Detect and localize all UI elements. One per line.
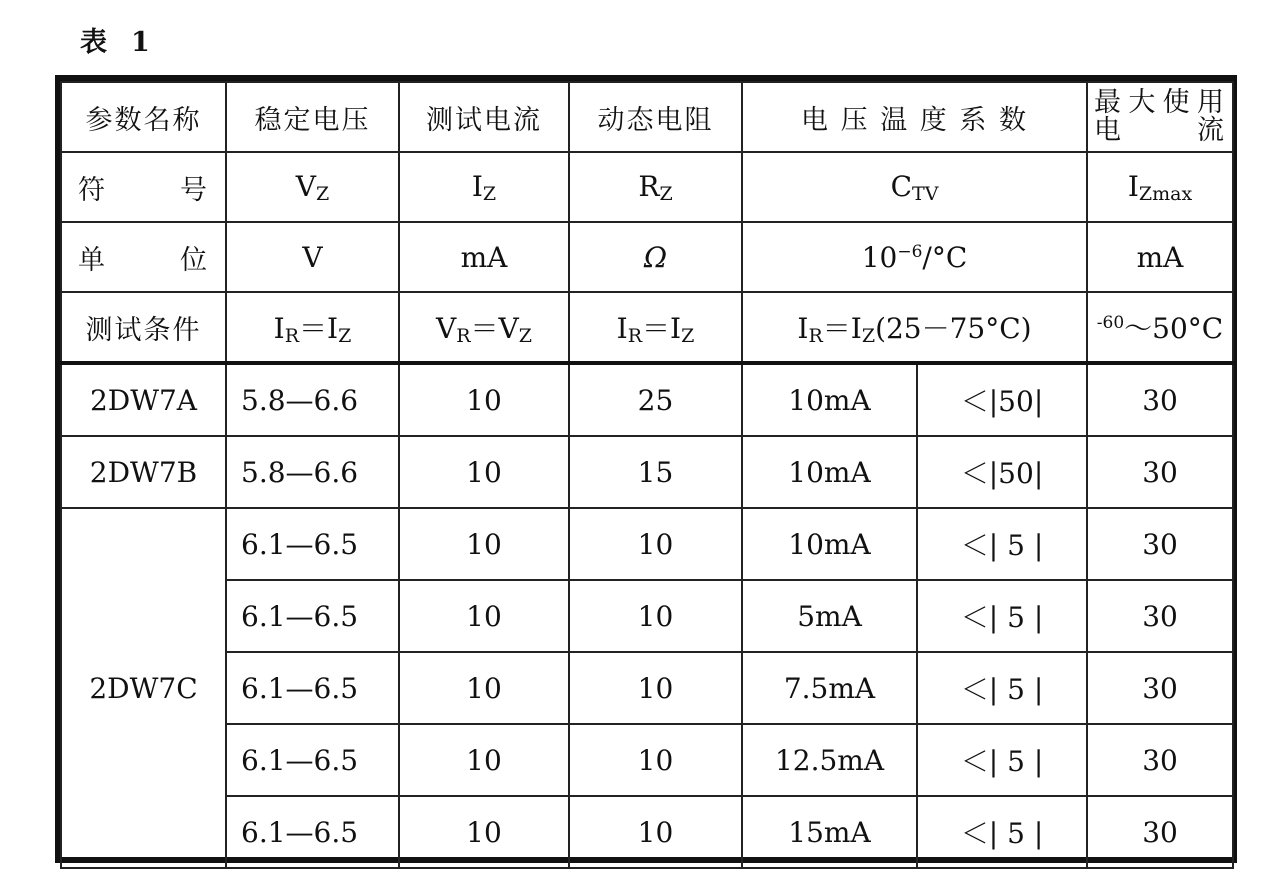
symbol-ctv: $C_{TV}$ bbox=[742, 152, 1087, 222]
cell-cond: 15mA bbox=[742, 796, 917, 868]
cell-cond: 10mA bbox=[742, 508, 917, 580]
cell-cond: 5mA bbox=[742, 580, 917, 652]
table-row bbox=[61, 436, 1233, 508]
unit-vz: V bbox=[226, 222, 399, 292]
cell-rz: 10 bbox=[569, 508, 742, 580]
condition-rz: $I_R=I_Z$ bbox=[569, 292, 742, 363]
table-row bbox=[61, 724, 1233, 796]
cell-ctv: ＜| 5 | bbox=[917, 580, 1087, 652]
cell-ctv: ＜| 5 | bbox=[917, 796, 1087, 868]
cell-vz: 5.8—6.6 bbox=[226, 436, 399, 508]
cell-vz: 6.1—6.5 bbox=[226, 724, 399, 796]
unit-ctv: $10^{-6}/^\circ C$ bbox=[742, 222, 1087, 292]
cell-rz: 25 bbox=[569, 363, 742, 436]
cell-izmax: 30 bbox=[1087, 508, 1233, 580]
row-label-symbol: 符 号 bbox=[61, 152, 226, 222]
header-row-unit bbox=[61, 222, 1233, 292]
zener-spec-table bbox=[60, 81, 1234, 869]
model-name: 2DW7B bbox=[61, 436, 226, 508]
cell-rz: 10 bbox=[569, 652, 742, 724]
cell-rz: 10 bbox=[569, 796, 742, 868]
cell-iz: 10 bbox=[399, 436, 569, 508]
header-row-param-name bbox=[61, 82, 1233, 152]
header-stable-voltage: 稳定电压 bbox=[226, 82, 399, 152]
cell-cond: 12.5mA bbox=[742, 724, 917, 796]
cell-izmax: 30 bbox=[1087, 363, 1233, 436]
model-name: 2DW7A bbox=[61, 363, 226, 436]
cell-vz: 6.1—6.5 bbox=[226, 580, 399, 652]
cell-cond: 7.5mA bbox=[742, 652, 917, 724]
cell-ctv: ＜|50| bbox=[917, 363, 1087, 436]
header-max-current bbox=[1087, 82, 1233, 152]
caption-number: 1 bbox=[131, 27, 152, 58]
cell-izmax: 30 bbox=[1087, 724, 1233, 796]
cell-izmax: 30 bbox=[1087, 796, 1233, 868]
cell-vz: 6.1—6.5 bbox=[226, 796, 399, 868]
table-row bbox=[61, 508, 1233, 580]
header-max-current-line2: 电 流 bbox=[1094, 115, 1227, 146]
cell-vz: 5.8—6.6 bbox=[226, 363, 399, 436]
cell-iz: 10 bbox=[399, 796, 569, 868]
cell-iz: 10 bbox=[399, 724, 569, 796]
condition-ctv: $I_R=I_Z(25-75^\circ C)$ bbox=[742, 292, 1087, 363]
header-row-condition bbox=[61, 292, 1233, 363]
cell-iz: 10 bbox=[399, 508, 569, 580]
symbol-izmax: $I_{Zmax}$ bbox=[1087, 152, 1233, 222]
table-row bbox=[61, 796, 1233, 868]
model-name: 2DW7C bbox=[61, 508, 226, 868]
table-row bbox=[61, 363, 1233, 436]
symbol-vz: $V_Z$ bbox=[226, 152, 399, 222]
condition-iz: $V_R=V_Z$ bbox=[399, 292, 569, 363]
cell-izmax: 30 bbox=[1087, 652, 1233, 724]
cell-ctv: ＜|50| bbox=[917, 436, 1087, 508]
cell-izmax: 30 bbox=[1087, 436, 1233, 508]
header-row-symbol bbox=[61, 152, 1233, 222]
unit-iz: mA bbox=[399, 222, 569, 292]
unit-rz: Ω bbox=[569, 222, 742, 292]
symbol-rz: $R_Z$ bbox=[569, 152, 742, 222]
cell-vz: 6.1—6.5 bbox=[226, 508, 399, 580]
unit-izmax: mA bbox=[1087, 222, 1233, 292]
cell-iz: 10 bbox=[399, 580, 569, 652]
cell-rz: 15 bbox=[569, 436, 742, 508]
cell-ctv: ＜| 5 | bbox=[917, 652, 1087, 724]
table-row bbox=[61, 652, 1233, 724]
header-max-current-line1: 最大使用 bbox=[1094, 87, 1227, 118]
cell-ctv: ＜| 5 | bbox=[917, 508, 1087, 580]
header-param-name: 参数名称 bbox=[61, 82, 226, 152]
header-test-current: 测试电流 bbox=[399, 82, 569, 152]
symbol-iz: $I_Z$ bbox=[399, 152, 569, 222]
cell-ctv: ＜| 5 | bbox=[917, 724, 1087, 796]
condition-vz: $I_R=I_Z$ bbox=[226, 292, 399, 363]
cell-izmax: 30 bbox=[1087, 580, 1233, 652]
cell-cond: 10mA bbox=[742, 436, 917, 508]
cell-iz: 10 bbox=[399, 652, 569, 724]
cell-rz: 10 bbox=[569, 724, 742, 796]
cell-vz: 6.1—6.5 bbox=[226, 652, 399, 724]
header-voltage-temp-coeff: 电 压 温 度 系 数 bbox=[742, 82, 1087, 152]
cell-rz: 10 bbox=[569, 580, 742, 652]
table-row bbox=[61, 580, 1233, 652]
row-label-unit: 单 位 bbox=[61, 222, 226, 292]
caption-label: 表 bbox=[80, 27, 109, 58]
cell-cond: 10mA bbox=[742, 363, 917, 436]
row-label-condition: 测试条件 bbox=[61, 292, 226, 363]
table-caption bbox=[80, 20, 152, 59]
condition-izmax: $^{-60}$～50°C bbox=[1087, 292, 1233, 363]
cell-iz: 10 bbox=[399, 363, 569, 436]
header-dynamic-resistance: 动态电阻 bbox=[569, 82, 742, 152]
